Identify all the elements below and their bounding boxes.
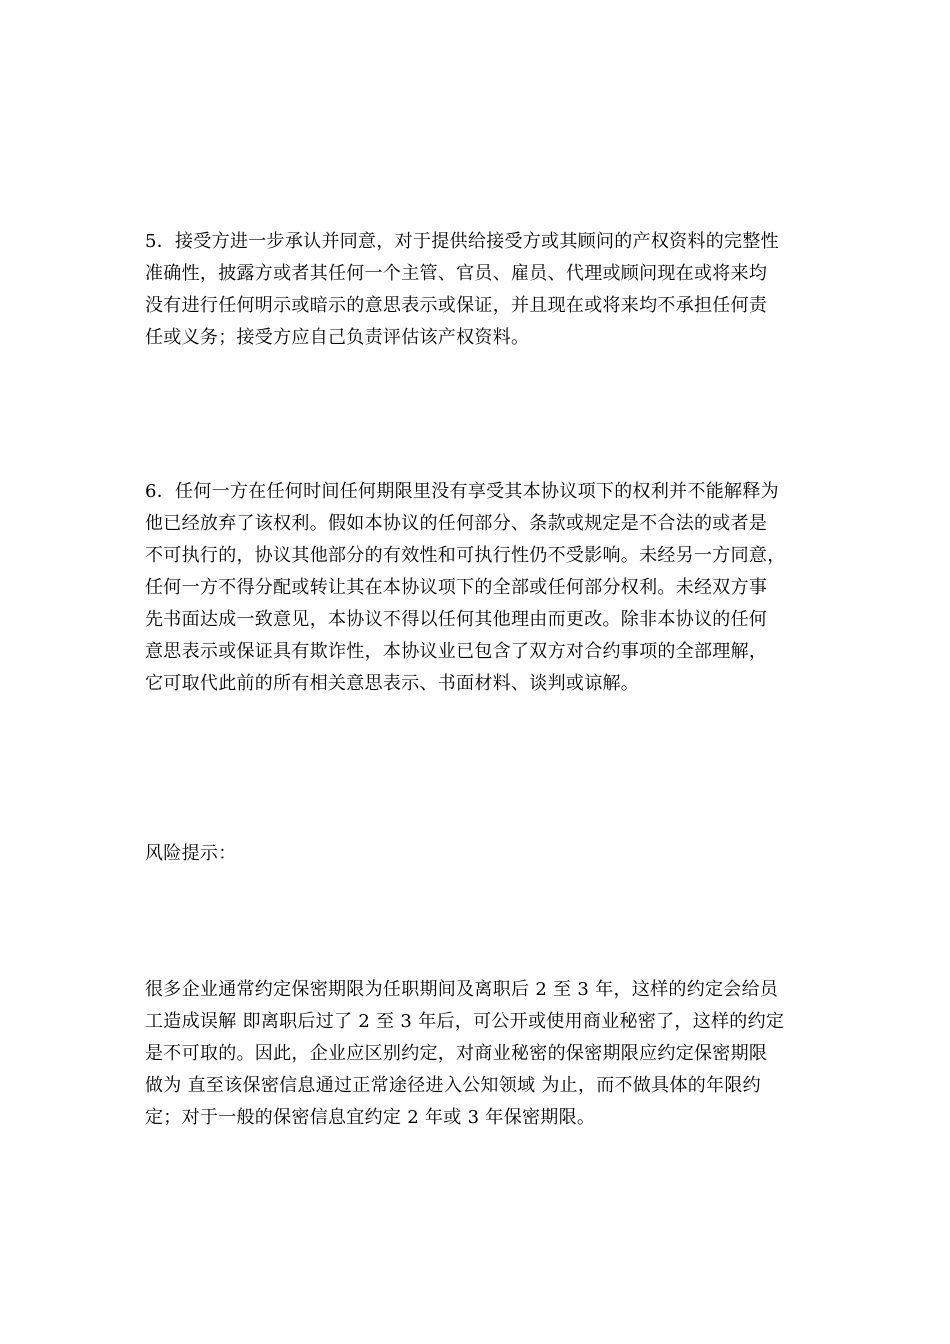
clause-5-line: 任或义务；接受方应自己负责评估该产权资料。 xyxy=(145,327,530,348)
clause-5-line: 没有进行任何明示或暗示的意思表示或保证，并且现在或将来均不承担任何责 xyxy=(145,295,768,316)
clause-5-line: 5．接受方进一步承认并同意，对于提供给接受方或其顾问的产权资料的完整性 xyxy=(145,231,779,252)
clause-6-line: 它可取代此前的所有相关意思表示、书面材料、谈判或谅解。 xyxy=(145,673,640,694)
risk-note-line: 是不可取的。因此，企业应区别约定，对商业秘密的保密期限应约定保密期限 xyxy=(145,1043,768,1064)
risk-note-line: 定；对于一般的保密信息宜约定 2 年或 3 年保密期限。 xyxy=(145,1107,596,1128)
risk-note-line: 做为 直至该保密信息通过正常途径进入公知领域 为止，而不做具体的年限约 xyxy=(145,1075,761,1096)
clause-6-line: 先书面达成一致意见，本协议不得以任何其他理由而更改。除非本协议的任何 xyxy=(145,609,768,630)
risk-heading-text: 风险提示： xyxy=(145,843,237,864)
clause-6-line: 意思表示或保证具有欺诈性，本协议业已包含了双方对合约事项的全部理解， xyxy=(145,641,768,662)
risk-note-paragraph xyxy=(145,974,810,1134)
risk-note-line: 工造成误解 即离职后过了 2 至 3 年后，可公开或使用商业秘密了，这样的约定 xyxy=(145,1011,785,1032)
risk-note-line: 很多企业通常约定保密期限为任职期间及离职后 2 至 3 年，这样的约定会给员 xyxy=(145,979,779,1000)
clause-6-line: 他已经放弃了该权利。假如本协议的任何部分、条款或规定是不合法的或者是 xyxy=(145,513,768,534)
clause-5-paragraph xyxy=(145,226,810,354)
clause-6-line: 任何一方不得分配或转让其在本协议项下的全部或任何部分权利。未经双方事 xyxy=(145,577,768,598)
clause-6-line: 不可执行的，协议其他部分的有效性和可执行性仍不受影响。未经另一方同意， xyxy=(145,545,786,566)
clause-5-line: 准确性，披露方或者其任何一个主管、官员、雇员、代理或顾问现在或将来均 xyxy=(145,263,768,284)
clause-6-paragraph xyxy=(145,476,810,700)
clause-6-line: 6．任何一方在任何时间任何期限里没有享受其本协议项下的权利并不能解释为 xyxy=(145,481,779,502)
risk-heading xyxy=(145,838,810,870)
